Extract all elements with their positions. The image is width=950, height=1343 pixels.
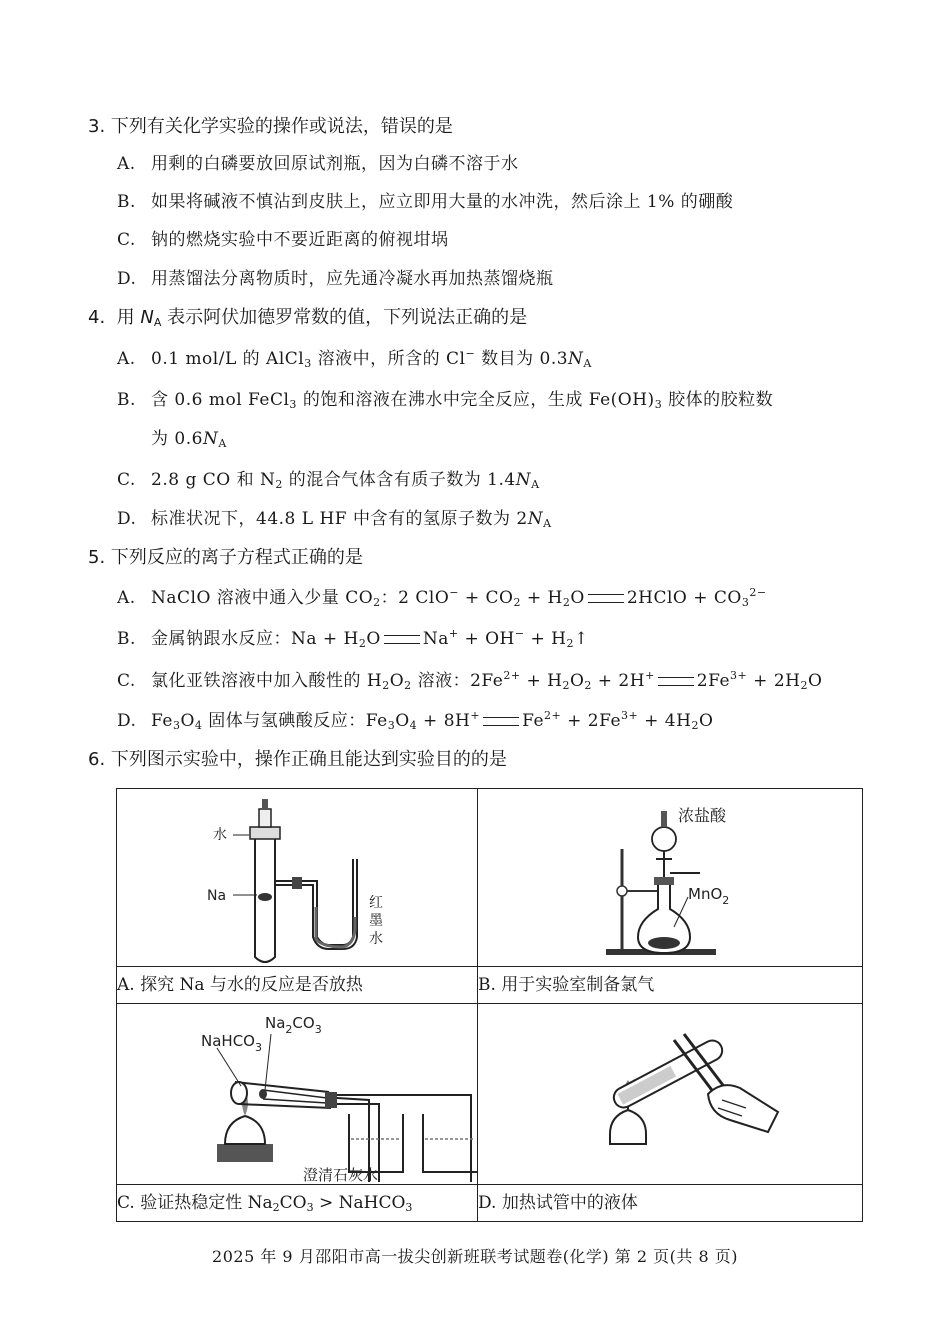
avogadro-symbol: N (527, 509, 544, 529)
subscript: 2 (272, 1201, 280, 1214)
text: O (366, 629, 381, 649)
text: Na (422, 629, 449, 649)
figure-b (478, 789, 862, 966)
outer-tube (231, 1082, 247, 1104)
text: + OH (458, 629, 515, 649)
label-red-ink-2: 墨 (369, 913, 383, 929)
text: 2.8 g CO 和 N (151, 470, 276, 490)
figure-table (116, 788, 863, 1222)
superscript: − (465, 347, 476, 360)
text: O (180, 711, 195, 731)
subscript: 2 (800, 679, 808, 692)
text: + 4H (638, 711, 692, 731)
text: + H (524, 629, 567, 649)
text: ↑ (574, 629, 589, 649)
separatory-funnel (652, 827, 676, 851)
option-text: 如果将碱液不慎沾到皮肤上，应立即用大量的水冲洗，然后涂上 1% 的硼酸 (151, 192, 734, 212)
caption-d: D. 加热试管中的液体 (478, 1185, 863, 1222)
label-red-ink-3: 水 (369, 931, 383, 947)
text: 0.1 mol/L 的 AlCl (151, 349, 305, 369)
subscript: A (583, 357, 592, 370)
text: 含 0.6 mol FeCl (151, 390, 290, 410)
heater-base (217, 1144, 273, 1162)
subscript: 4 (409, 719, 418, 732)
dropper-funnel (259, 809, 271, 827)
equals-sign (384, 635, 420, 644)
option-text: 用剩的白磷要放回原试剂瓶，因为白磷不溶于水 (151, 154, 519, 174)
option-label: C. (117, 470, 136, 490)
equals-sign (483, 717, 519, 726)
text: 的混合气体含有质子数为 1.4 (282, 470, 516, 490)
text: O (389, 671, 405, 691)
inner-tube (259, 1089, 267, 1099)
subscript: 2 (382, 679, 390, 692)
q3-option-d (117, 268, 554, 290)
tube-joint (292, 877, 302, 889)
text: > NaHCO (313, 1193, 406, 1213)
option-label: A. (117, 154, 136, 174)
subscript: A (543, 517, 552, 530)
text: 的饱和溶液在沸水中完全反应，生成 Fe(OH) (296, 390, 655, 410)
option-label: A. (117, 588, 136, 608)
subscript: 3 (289, 398, 297, 411)
text: 2HClO + CO (626, 588, 742, 608)
option-label: D. (117, 269, 137, 289)
text: 固体与氢碘酸反应：Fe (202, 711, 388, 731)
subscript: 3 (172, 719, 181, 732)
q5-option-c (117, 670, 822, 692)
subscript: 3 (405, 1201, 413, 1214)
label-conc-hcl: 浓盐酸 (678, 806, 727, 825)
subscript: 4 (194, 719, 203, 732)
q4-stem (88, 307, 527, 329)
subscript: 2 (513, 596, 521, 609)
caption-b: B. 用于实验室制备氯气 (478, 967, 863, 1004)
q5-option-d (117, 710, 713, 732)
chlorine-apparatus (478, 789, 862, 966)
q5-stem: 5. 下列反应的离子方程式正确的是 (88, 547, 363, 568)
caption-a: A. 探究 Na 与水的反应是否放热 (117, 967, 478, 1004)
q4-option-b (117, 389, 773, 411)
subscript: 2 (275, 478, 283, 491)
subscript: 2 (373, 596, 381, 609)
superscript: + (645, 669, 655, 682)
option-label: D. (117, 711, 137, 731)
superscript: − (449, 586, 459, 599)
label-nahco3: NaHCO$_3$ (201, 1032, 262, 1054)
q5-option-a (117, 587, 767, 609)
page-footer: 2025 年 9 月邵阳市高一拔尖创新班联考试题卷(化学) 第 2 页(共 8 页) (212, 1247, 738, 1266)
text: 胶体的胶粒数 (662, 390, 774, 410)
text: O (395, 711, 410, 731)
text: ：2 ClO (380, 588, 450, 608)
subscript: A (218, 437, 227, 450)
q4-stem-pre: 用 (116, 307, 135, 328)
text: 金属钠跟水反应：Na + H (151, 629, 359, 649)
sodium-lump (258, 893, 272, 901)
text: 溶液：2Fe (411, 671, 504, 691)
label-water: 水 (213, 827, 227, 843)
label-na: Na (207, 888, 227, 904)
superscript: + (470, 709, 481, 722)
subscript: 3 (387, 719, 396, 732)
text: O (570, 588, 585, 608)
heating-test-tube-apparatus (478, 1004, 862, 1184)
q5-option-b (117, 628, 589, 650)
q6-stem: 6. 下列图示实验中，操作正确且能达到实验目的的是 (88, 749, 507, 770)
label-mno2: MnO$_2$ (688, 885, 730, 907)
avogadro-symbol: N (202, 429, 219, 449)
figure-c-cell (117, 1004, 478, 1185)
avogadro-subscript: A (153, 316, 162, 329)
superscript: 2+ (544, 709, 562, 722)
text: + CO (458, 588, 514, 608)
subscript: 3 (654, 398, 663, 411)
equals-sign (588, 594, 624, 603)
text: + H (520, 588, 563, 608)
text: 氯化亚铁溶液中加入酸性的 H (151, 671, 383, 691)
text: 标准状况下，44.8 L HF 中含有的氢原子数为 2 (151, 509, 528, 529)
figure-a-cell (117, 789, 478, 967)
option-label: B. (117, 192, 136, 212)
q3-option-c (117, 229, 449, 251)
superscript: 3+ (730, 669, 748, 682)
q4-number: 4. (88, 307, 106, 328)
avogadro-symbol: N (568, 349, 584, 369)
text: + 2H (747, 671, 801, 691)
q4-stem-post: 表示阿伏加德罗常数的值，下列说法正确的是 (167, 307, 528, 328)
thermal-stability-apparatus (117, 1004, 477, 1184)
option-text: 钠的燃烧实验中不要近距离的俯视坩埚 (151, 230, 449, 250)
q4-option-b-cont (151, 428, 227, 450)
subscript: 2 (584, 679, 592, 692)
alcohol-lamp (610, 1110, 646, 1144)
text: + 2Fe (561, 711, 622, 731)
option-label: B. (117, 390, 136, 410)
text: O (807, 671, 823, 691)
option-label: A. (117, 349, 136, 369)
label-limewater: 澄清石灰水 (303, 1166, 379, 1184)
text: NaClO 溶液中通入少量 CO (151, 588, 374, 608)
text: Fe (151, 711, 173, 731)
text: Fe (522, 711, 545, 731)
beaker-2 (423, 1114, 477, 1172)
text: 2Fe (696, 671, 731, 691)
label-red-ink-1: 红 (369, 895, 383, 911)
subscript: 2 (562, 596, 571, 609)
text: C. 验证热稳定性 Na (117, 1193, 273, 1213)
subscript: 2 (404, 679, 412, 692)
superscript: − (514, 627, 525, 640)
option-label: C. (117, 671, 136, 691)
subscript: 2 (691, 719, 699, 732)
superscript: 3+ (621, 709, 639, 722)
option-label: B. (117, 629, 136, 649)
q4-option-a (117, 348, 592, 370)
option-label: D. (117, 509, 137, 529)
q3-option-b (117, 191, 733, 213)
subscript: 3 (306, 1201, 314, 1214)
option-text: 用蒸馏法分离物质时，应先通冷凝水再加热蒸馏烧瓶 (151, 269, 554, 289)
subscript: 3 (304, 357, 312, 370)
figure-d (478, 1004, 862, 1184)
avogadro-symbol: N (140, 307, 154, 328)
option-label: C. (117, 230, 136, 250)
figure-a (117, 789, 477, 966)
superscript: 2− (749, 586, 767, 599)
q4-option-d (117, 508, 552, 530)
figure-b-cell (478, 789, 863, 967)
equals-sign (658, 677, 694, 686)
beaker-1 (349, 1114, 403, 1172)
q3-stem: 3. 下列有关化学实验的操作或说法，错误的是 (88, 116, 453, 137)
text: 数目为 0.3 (475, 349, 569, 369)
q4-option-c (117, 469, 540, 491)
caption-c (117, 1185, 478, 1222)
figure-d-cell (478, 1004, 863, 1185)
text: + 8H (417, 711, 471, 731)
subscript: A (531, 478, 540, 491)
text: 为 0.6 (151, 429, 203, 449)
subscript: 2 (358, 637, 367, 650)
text: O (698, 711, 714, 731)
stopper (250, 827, 280, 839)
q3-option-a (117, 153, 519, 175)
superscript: 2+ (503, 669, 521, 682)
subscript: 2 (562, 679, 570, 692)
label-na2co3: $Na_2CO_3$ (265, 1014, 322, 1036)
subscript: 3 (741, 596, 750, 609)
text: CO (279, 1193, 307, 1213)
na-water-apparatus (117, 789, 477, 966)
text: + H (520, 671, 563, 691)
dropper-bulb (262, 799, 268, 809)
figure-c (117, 1004, 477, 1184)
superscript: + (448, 627, 459, 640)
alcohol-lamp (225, 1116, 265, 1144)
mno2-solid (648, 937, 680, 949)
text: O (569, 671, 585, 691)
text: + 2H (591, 671, 646, 691)
text: 溶液中，所含的 Cl (311, 349, 466, 369)
subscript: 2 (566, 637, 574, 650)
red-ink (316, 907, 355, 947)
avogadro-symbol: N (515, 470, 532, 490)
